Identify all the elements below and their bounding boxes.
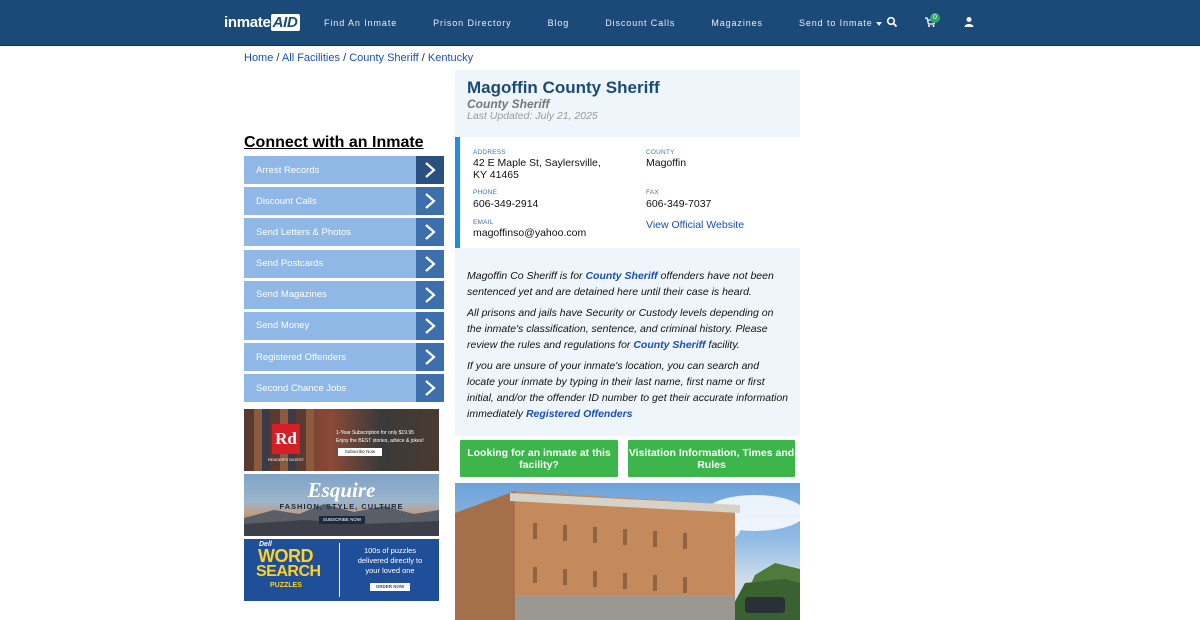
ad-divider bbox=[339, 543, 340, 597]
sidebar-title: Connect with an Inmate bbox=[244, 134, 424, 151]
facility-info-box bbox=[455, 137, 800, 248]
word-search-line3: your loved one bbox=[365, 566, 415, 575]
chevron-right-icon bbox=[416, 343, 444, 371]
chevron-right-icon bbox=[416, 156, 444, 184]
nav-send-to-inmate-label: Send to Inmate bbox=[798, 18, 873, 28]
county-sheriff-link[interactable]: County Sheriff bbox=[633, 339, 706, 351]
word-search-title-1: WORD bbox=[258, 546, 313, 566]
search-icon[interactable] bbox=[886, 16, 898, 28]
fax-value: 606-349-7037 bbox=[646, 198, 712, 210]
county-label: COUNTY bbox=[646, 149, 675, 156]
nav-discount-calls[interactable]: Discount Calls bbox=[605, 18, 676, 28]
dell-logo: Dell bbox=[259, 541, 272, 548]
chevron-right-icon bbox=[416, 281, 444, 309]
breadcrumb-county-sheriff[interactable]: County Sheriff bbox=[349, 52, 419, 64]
sidebar-item-label: Second Chance Jobs bbox=[256, 382, 347, 394]
breadcrumb-all-facilities[interactable]: All Facilities bbox=[281, 52, 340, 64]
sidebar-item-label: Send Letters & Photos bbox=[256, 226, 352, 238]
visitation-info-button[interactable]: Visitation Information, Times and Rules bbox=[628, 440, 795, 477]
description-paragraph-1 bbox=[467, 268, 789, 300]
rd-logo: Rd bbox=[272, 424, 300, 454]
county-value: Magoffin bbox=[646, 157, 687, 169]
sidebar-item-label: Arrest Records bbox=[256, 164, 320, 176]
nav-links bbox=[324, 0, 918, 46]
ad-word-search[interactable] bbox=[244, 539, 439, 601]
sidebar-item-send-postcards[interactable] bbox=[244, 250, 444, 278]
email-value[interactable]: magoffinso@yahoo.com bbox=[473, 227, 587, 239]
nav-find-inmate[interactable]: Find An Inmate bbox=[324, 18, 398, 28]
rd-line2: Enjoy the BEST stories, advice & jokes! bbox=[336, 438, 424, 444]
sidebar-list bbox=[244, 156, 444, 406]
sidebar-item-arrest-records[interactable] bbox=[244, 156, 444, 184]
chevron-right-icon bbox=[416, 187, 444, 215]
top-nav bbox=[0, 0, 1200, 46]
chevron-right-icon bbox=[416, 250, 444, 278]
word-search-line1: 100s of puzzles bbox=[363, 546, 417, 555]
chevron-right-icon bbox=[416, 218, 444, 246]
chevron-right-icon bbox=[416, 374, 444, 402]
description-paragraph-2 bbox=[467, 305, 789, 353]
facility-photo bbox=[455, 483, 800, 620]
facility-type: County Sheriff bbox=[467, 97, 550, 111]
rd-line1: 1-Year Subscription for only $19.95 bbox=[336, 430, 414, 436]
sidebar-item-registered-offenders[interactable] bbox=[244, 343, 444, 371]
desc-text: All prisons and jails have Security or Custody levels depending on the inmate's classification, sentence, and criminal history. Please review the rules and regulations for bbox=[467, 307, 774, 351]
word-search-line2: delivered directly to bbox=[357, 556, 423, 565]
last-updated: Last Updated: July 21, 2025 bbox=[467, 110, 598, 122]
site-logo[interactable] bbox=[224, 14, 300, 31]
nav-magazines[interactable]: Magazines bbox=[711, 18, 763, 28]
sidebar-item-label: Registered Offenders bbox=[256, 351, 347, 363]
desc-text: facility. bbox=[705, 339, 740, 351]
official-website-link[interactable] bbox=[646, 219, 744, 231]
breadcrumb-sep: / bbox=[276, 52, 280, 64]
registered-offenders-link[interactable]: Registered Offenders bbox=[525, 408, 633, 420]
facility-name: Magoffin County Sheriff bbox=[467, 78, 660, 97]
sidebar-item-discount-calls[interactable] bbox=[244, 187, 444, 215]
sidebar-item-send-magazines[interactable] bbox=[244, 281, 444, 309]
esquire-logo: Esquire bbox=[307, 478, 376, 502]
word-search-title-2: SEARCH bbox=[256, 563, 321, 580]
county-sheriff-link[interactable]: County Sheriff bbox=[585, 270, 658, 282]
sidebar-item-second-chance-jobs[interactable] bbox=[244, 374, 444, 402]
phone-label: PHONE bbox=[473, 189, 498, 196]
cart-count-badge: 0 bbox=[930, 13, 940, 23]
address-line2: KY 41465 bbox=[473, 169, 519, 181]
user-icon[interactable] bbox=[963, 16, 975, 28]
phone-value[interactable]: 606-349-2914 bbox=[473, 198, 539, 210]
sidebar-item-send-money[interactable] bbox=[244, 312, 444, 340]
description-paragraph-3 bbox=[467, 358, 789, 422]
address-value bbox=[473, 157, 601, 181]
nav-send-to-inmate[interactable] bbox=[799, 18, 882, 28]
logo-aid: AID bbox=[272, 14, 298, 31]
esquire-tagline: FASHION, STYLE, CULTURE bbox=[279, 502, 404, 511]
breadcrumb-sep: / bbox=[421, 52, 425, 64]
official-website-link-text[interactable]: View Official Website bbox=[646, 219, 745, 231]
sidebar-item-send-letters[interactable] bbox=[244, 218, 444, 246]
word-search-order-button[interactable]: ORDER NOW bbox=[370, 583, 410, 591]
building-photo bbox=[455, 483, 800, 620]
ad-readers-digest[interactable] bbox=[244, 409, 439, 471]
sidebar-item-label: Discount Calls bbox=[256, 195, 317, 207]
address-label: ADDRESS bbox=[473, 149, 506, 156]
logo-text: inmate bbox=[224, 14, 271, 31]
sidebar-item-label: Send Magazines bbox=[256, 289, 327, 301]
nav-blog[interactable]: Blog bbox=[547, 18, 570, 28]
find-inmate-facility-button[interactable]: Looking for an inmate at this facility? bbox=[460, 440, 618, 477]
word-search-copy bbox=[344, 546, 436, 576]
breadcrumb-kentucky[interactable]: Kentucky bbox=[427, 52, 474, 64]
nav-prison-directory[interactable]: Prison Directory bbox=[433, 18, 512, 28]
breadcrumb bbox=[244, 52, 473, 64]
sidebar-item-label: Send Money bbox=[256, 320, 310, 332]
desc-text: If you are unsure of your inmate's location, you can search and locate your inmate by typing in their last name, first name or first initial, and/or the offender ID number to get their accurate information immediately bbox=[467, 360, 789, 420]
word-search-title-3: PUZZLES bbox=[270, 582, 302, 589]
rd-brand: READER'S DIGEST bbox=[268, 457, 305, 462]
ad-esquire[interactable] bbox=[244, 474, 439, 536]
desc-text: Magoffin Co Sheriff is for bbox=[467, 270, 586, 282]
fax-label: FAX bbox=[646, 189, 659, 196]
breadcrumb-home[interactable]: Home bbox=[244, 52, 274, 64]
chevron-right-icon bbox=[416, 312, 444, 340]
chevron-down-icon bbox=[876, 22, 882, 26]
sidebar-item-label: Send Postcards bbox=[256, 258, 324, 270]
breadcrumb-sep: / bbox=[343, 52, 347, 64]
address-line1: 42 E Maple St, Saylersville, bbox=[473, 157, 601, 169]
email-label: EMAIL bbox=[473, 219, 494, 226]
desc-text: offenders have not been sentenced yet and are detained here until their case is heard. bbox=[467, 270, 774, 298]
esquire-subscribe-button[interactable]: SUBSCRIBE NOW bbox=[319, 516, 365, 524]
rd-subscribe-button[interactable]: Subscribe Now bbox=[338, 448, 382, 456]
